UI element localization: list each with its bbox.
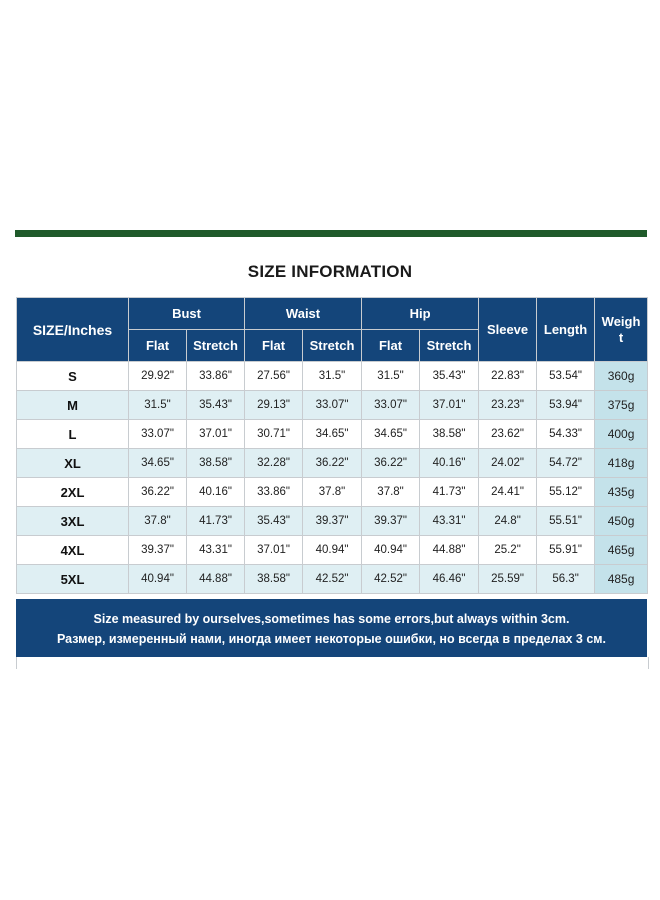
measurement-cell: 36.22" [129,478,187,507]
measurement-cell: 31.5" [303,362,362,391]
measurement-cell: 42.52" [303,565,362,594]
measurement-cell: 37.01" [245,536,303,565]
measurement-note [16,599,647,657]
measurement-cell: 31.5" [362,362,420,391]
header-weight [595,298,648,362]
table-row [17,391,648,420]
note-russian: Размер, измеренный нами, иногда имеет некоторые ошибки, но всегда в пределах 3 см. [56,632,607,646]
measurement-cell: 44.88" [420,536,479,565]
measurement-cell: 40.94" [362,536,420,565]
measurement-cell: 43.31" [187,536,245,565]
table-row [17,362,648,391]
size-table-body [17,362,648,594]
measurement-cell: 44.88" [187,565,245,594]
weight-cell: 485g [595,565,648,594]
weight-cell: 400g [595,420,648,449]
measurement-cell: 23.62" [479,420,537,449]
size-label: 3XL [17,507,129,536]
header-hip-stretch: Stretch [420,330,479,362]
measurement-cell: 55.91" [537,536,595,565]
measurement-cell: 33.07" [129,420,187,449]
header-waist: Waist [245,298,362,330]
measurement-cell: 33.07" [362,391,420,420]
measurement-cell: 35.43" [245,507,303,536]
header-length: Length [537,298,595,362]
size-label: L [17,420,129,449]
measurement-cell: 41.73" [187,507,245,536]
measurement-cell: 25.59" [479,565,537,594]
measurement-cell: 40.16" [420,449,479,478]
size-label: M [17,391,129,420]
table-row [17,565,648,594]
measurement-cell: 34.65" [362,420,420,449]
measurement-cell: 56.3" [537,565,595,594]
measurement-cell: 38.58" [187,449,245,478]
weight-cell: 465g [595,536,648,565]
header-size: SIZE/Inches [17,298,129,362]
measurement-cell: 24.8" [479,507,537,536]
weight-cell: 375g [595,391,648,420]
measurement-cell: 40.94" [129,565,187,594]
measurement-cell: 37.8" [362,478,420,507]
measurement-cell: 53.94" [537,391,595,420]
table-row [17,536,648,565]
measurement-cell: 36.22" [362,449,420,478]
weight-cell: 418g [595,449,648,478]
measurement-cell: 38.58" [245,565,303,594]
measurement-cell: 29.13" [245,391,303,420]
measurement-cell: 36.22" [303,449,362,478]
table-row [17,420,648,449]
measurement-cell: 39.37" [129,536,187,565]
size-label: 2XL [17,478,129,507]
note-english: Size measured by ourselves,sometimes has some errors,but always within 3cm. [93,612,570,626]
header-hip-flat: Flat [362,330,420,362]
page-title: SIZE INFORMATION [247,262,413,281]
measurement-cell: 33.86" [187,362,245,391]
measurement-cell: 32.28" [245,449,303,478]
measurement-cell: 34.65" [129,449,187,478]
header-bust-flat: Flat [129,330,187,362]
weight-cell: 435g [595,478,648,507]
measurement-cell: 39.37" [362,507,420,536]
header-bust: Bust [129,298,245,330]
measurement-cell: 37.01" [187,420,245,449]
measurement-cell: 24.02" [479,449,537,478]
measurement-cell: 41.73" [420,478,479,507]
header-waist-stretch: Stretch [303,330,362,362]
measurement-cell: 55.12" [537,478,595,507]
header-bust-stretch: Stretch [187,330,245,362]
measurement-cell: 37.8" [303,478,362,507]
table-bottom-border [16,657,649,669]
measurement-cell: 29.92" [129,362,187,391]
size-label: 5XL [17,565,129,594]
size-label: XL [17,449,129,478]
measurement-cell: 33.07" [303,391,362,420]
green-divider-bar [15,230,647,237]
weight-cell: 360g [595,362,648,391]
measurement-cell: 30.71" [245,420,303,449]
measurement-cell: 33.86" [245,478,303,507]
measurement-cell: 39.37" [303,507,362,536]
size-label: S [17,362,129,391]
measurement-cell: 34.65" [303,420,362,449]
measurement-cell: 37.01" [420,391,479,420]
size-label: 4XL [17,536,129,565]
measurement-cell: 25.2" [479,536,537,565]
table-row [17,449,648,478]
header-weight-line1: Weigh [601,313,641,329]
measurement-cell: 54.72" [537,449,595,478]
measurement-cell: 23.23" [479,391,537,420]
measurement-cell: 22.83" [479,362,537,391]
measurement-cell: 54.33" [537,420,595,449]
weight-cell: 450g [595,507,648,536]
measurement-cell: 35.43" [420,362,479,391]
measurement-cell: 53.54" [537,362,595,391]
measurement-cell: 46.46" [420,565,479,594]
table-row [17,507,648,536]
measurement-cell: 55.51" [537,507,595,536]
header-sleeve: Sleeve [479,298,537,362]
measurement-cell: 38.58" [420,420,479,449]
measurement-cell: 43.31" [420,507,479,536]
measurement-cell: 35.43" [187,391,245,420]
measurement-cell: 31.5" [129,391,187,420]
table-row [17,478,648,507]
measurement-cell: 37.8" [129,507,187,536]
measurement-cell: 27.56" [245,362,303,391]
header-hip: Hip [362,298,479,330]
header-weight-line2: t [618,329,624,345]
header-waist-flat: Flat [245,330,303,362]
measurement-cell: 40.16" [187,478,245,507]
measurement-cell: 24.41" [479,478,537,507]
size-table [16,297,648,594]
measurement-cell: 42.52" [362,565,420,594]
measurement-cell: 40.94" [303,536,362,565]
size-table-container [16,297,647,594]
